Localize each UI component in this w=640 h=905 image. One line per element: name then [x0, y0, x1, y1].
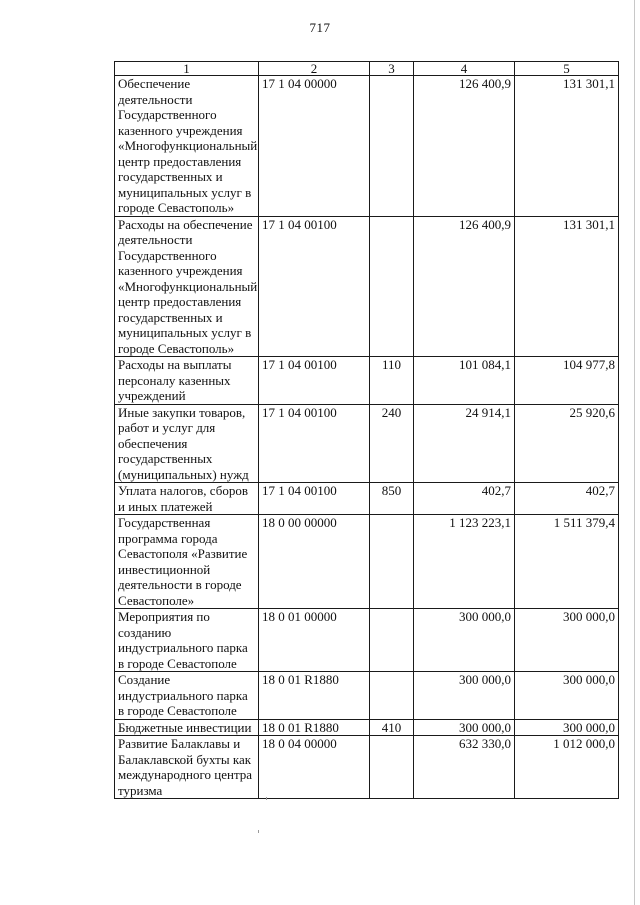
row-expense-type	[370, 515, 414, 609]
row-name: Государственная программа города Севастополя «Развитие инвестиционной деятельности в городе Севастополе»	[115, 515, 259, 609]
row-value-year-2: 402,7	[515, 483, 619, 515]
row-name: Иные закупки товаров, работ и услуг для обеспечения государственных (муниципальных) нужд	[115, 404, 259, 483]
header-col-1: 1	[115, 62, 259, 76]
row-value-year-1: 24 914,1	[414, 404, 515, 483]
row-code: 18 0 01 R1880	[259, 672, 370, 720]
row-expense-type: 410	[370, 719, 414, 736]
row-code: 18 0 00 00000	[259, 515, 370, 609]
header-col-2: 2	[259, 62, 370, 76]
row-value-year-1: 126 400,9	[414, 216, 515, 357]
row-expense-type	[370, 672, 414, 720]
row-name: Развитие Балаклавы и Балаклавской бухты как международного центра туризма	[115, 736, 259, 799]
row-value-year-2: 300 000,0	[515, 719, 619, 736]
row-expense-type	[370, 609, 414, 672]
table-row	[115, 719, 619, 736]
row-value-year-1: 300 000,0	[414, 672, 515, 720]
row-code: 18 0 01 00000	[259, 609, 370, 672]
table-row	[115, 515, 619, 609]
row-value-year-1: 402,7	[414, 483, 515, 515]
scan-artifact	[634, 0, 635, 905]
row-value-year-1: 1 123 223,1	[414, 515, 515, 609]
table-row	[115, 609, 619, 672]
row-expense-type: 110	[370, 357, 414, 405]
table-row	[115, 357, 619, 405]
row-value-year-2: 1 511 379,4	[515, 515, 619, 609]
row-value-year-2: 131 301,1	[515, 76, 619, 217]
row-name: Обеспечение деятельности Государственного казенного учреждения «Многофункциональный центр предоставления государственных и муниципальных услуг в городе Севастополь»	[115, 76, 259, 217]
row-code: 18 0 01 R1880	[259, 719, 370, 736]
row-expense-type	[370, 736, 414, 799]
row-name: Расходы на выплаты персоналу казенных учреждений	[115, 357, 259, 405]
row-expense-type: 240	[370, 404, 414, 483]
table-header-row	[115, 62, 619, 76]
header-col-3: 3	[370, 62, 414, 76]
row-name: Создание индустриального парка в городе Севастополе	[115, 672, 259, 720]
row-code: 17 1 04 00100	[259, 404, 370, 483]
budget-table	[114, 61, 619, 799]
row-expense-type	[370, 76, 414, 217]
row-name: Мероприятия по созданию индустриального парка в городе Севастополе	[115, 609, 259, 672]
row-value-year-1: 300 000,0	[414, 719, 515, 736]
page-number: 717	[309, 20, 331, 35]
row-name: Бюджетные инвестиции	[115, 719, 259, 736]
scan-artifact	[258, 830, 259, 833]
row-code: 17 1 04 00100	[259, 357, 370, 405]
table-body	[115, 76, 619, 799]
table-row	[115, 672, 619, 720]
table-row	[115, 76, 619, 217]
row-expense-type: 850	[370, 483, 414, 515]
row-value-year-1: 632 330,0	[414, 736, 515, 799]
header-col-4: 4	[414, 62, 515, 76]
row-code: 17 1 04 00000	[259, 76, 370, 217]
row-value-year-1: 101 084,1	[414, 357, 515, 405]
row-code: 17 1 04 00100	[259, 483, 370, 515]
row-value-year-2: 300 000,0	[515, 672, 619, 720]
table-row	[115, 216, 619, 357]
row-code: 18 0 04 00000	[259, 736, 370, 799]
header-col-5: 5	[515, 62, 619, 76]
row-name: Расходы на обеспечение деятельности Государственного казенного учреждения «Многофункциональный центр предоставления государственных и муниципальных услуг в городе Севастополь»	[115, 216, 259, 357]
table-row	[115, 483, 619, 515]
table-row	[115, 404, 619, 483]
row-value-year-1: 126 400,9	[414, 76, 515, 217]
row-value-year-2: 131 301,1	[515, 216, 619, 357]
row-code: 17 1 04 00100	[259, 216, 370, 357]
row-name: Уплата налогов, сборов и иных платежей	[115, 483, 259, 515]
scan-artifact	[266, 797, 267, 800]
row-value-year-1: 300 000,0	[414, 609, 515, 672]
row-value-year-2: 25 920,6	[515, 404, 619, 483]
table-row	[115, 736, 619, 799]
row-value-year-2: 1 012 000,0	[515, 736, 619, 799]
row-expense-type	[370, 216, 414, 357]
row-value-year-2: 104 977,8	[515, 357, 619, 405]
row-value-year-2: 300 000,0	[515, 609, 619, 672]
